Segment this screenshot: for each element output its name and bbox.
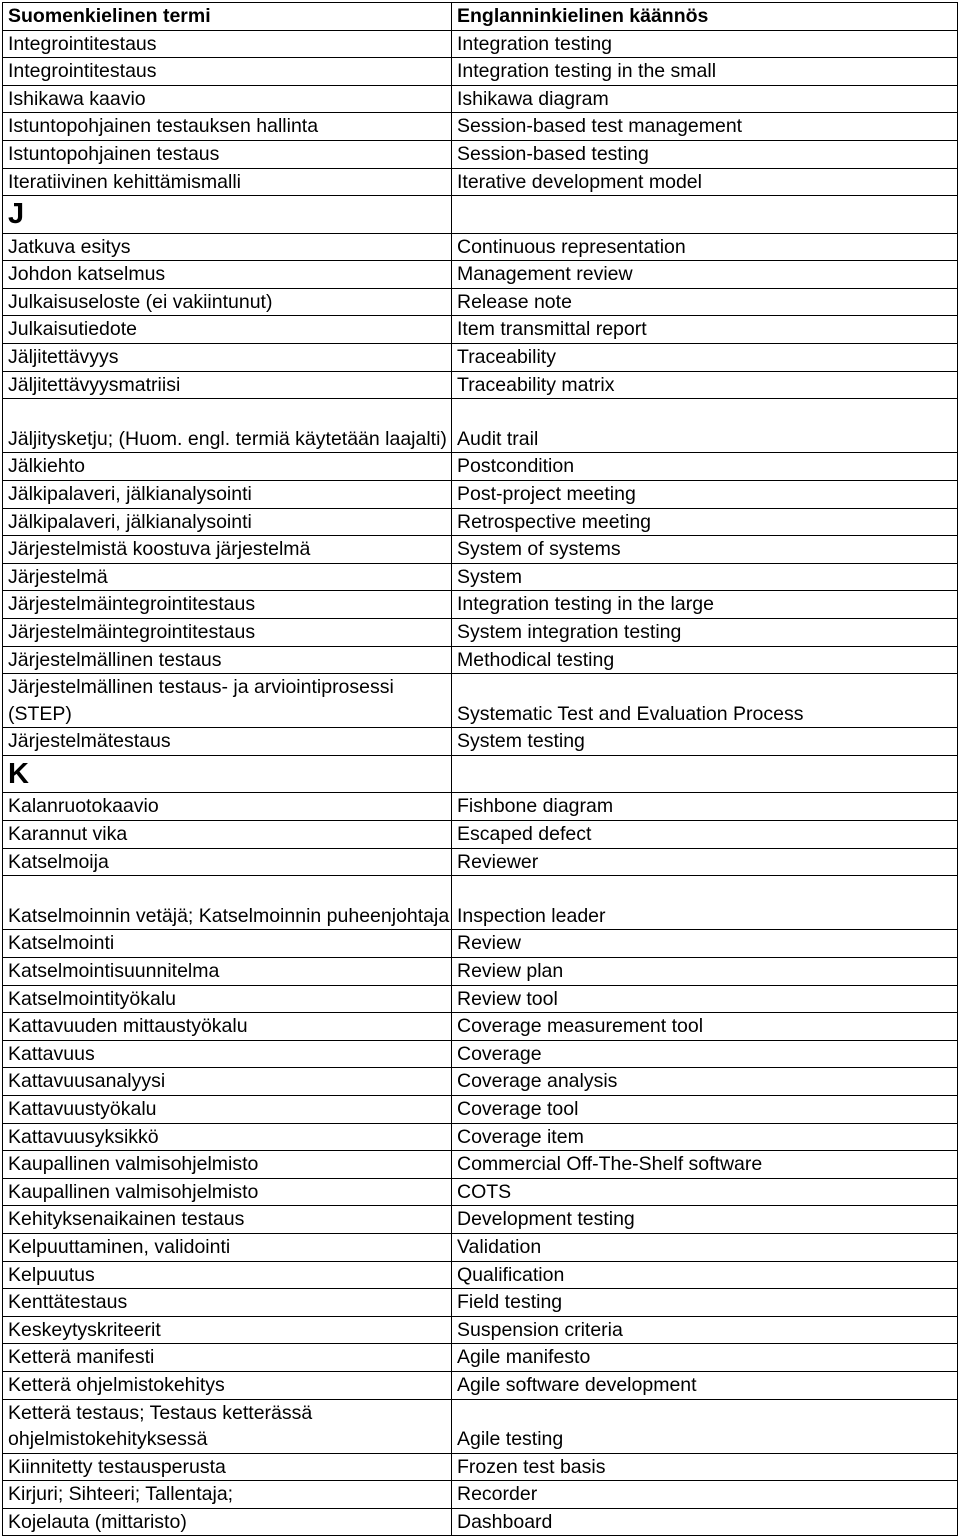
finnish-term: Iteratiivinen kehittämismalli: [3, 168, 452, 196]
finnish-term: Kelpuutus: [3, 1261, 452, 1289]
table-row: [3, 344, 958, 372]
english-translation: Coverage item: [452, 1123, 958, 1151]
table-row: [3, 1178, 958, 1206]
table-row: [3, 1151, 958, 1179]
english-translation: System: [452, 563, 958, 591]
table-row: [3, 1316, 958, 1344]
table-row: [3, 453, 958, 481]
english-translation: Audit trail: [452, 399, 958, 453]
section-letter: J: [3, 196, 452, 234]
table-row: [3, 876, 958, 930]
english-translation: Qualification: [452, 1261, 958, 1289]
finnish-term: Järjestelmällinen testaus: [3, 646, 452, 674]
table-row: [3, 848, 958, 876]
english-translation: Recorder: [452, 1481, 958, 1509]
table-row: [3, 316, 958, 344]
finnish-term: Katselmointisuunnitelma: [3, 958, 452, 986]
finnish-term: Jatkuva esitys: [3, 233, 452, 261]
finnish-term: Kattavuus: [3, 1040, 452, 1068]
english-translation: Commercial Off-The-Shelf software: [452, 1151, 958, 1179]
english-translation: Retrospective meeting: [452, 508, 958, 536]
english-translation: System integration testing: [452, 618, 958, 646]
english-translation: Review plan: [452, 958, 958, 986]
finnish-term: Kattavuusanalyysi: [3, 1068, 452, 1096]
english-translation: Suspension criteria: [452, 1316, 958, 1344]
table-row: [3, 233, 958, 261]
table-row: [3, 1399, 958, 1453]
english-translation: Field testing: [452, 1289, 958, 1317]
finnish-term: Julkaisutiedote: [3, 316, 452, 344]
table-row: [3, 1206, 958, 1234]
english-translation: Development testing: [452, 1206, 958, 1234]
finnish-term: Katselmointityökalu: [3, 985, 452, 1013]
empty-cell: [452, 755, 958, 793]
finnish-term: Jälkiehto: [3, 453, 452, 481]
english-translation: Reviewer: [452, 848, 958, 876]
letter-section-row: [3, 755, 958, 793]
table-row: [3, 399, 958, 453]
finnish-term: Järjestelmäintegrointitestaus: [3, 591, 452, 619]
finnish-term: Kattavuusyksikkö: [3, 1123, 452, 1151]
english-translation-header: Englanninkielinen käännös: [452, 3, 958, 31]
finnish-term: Järjestelmistä koostuva järjestelmä: [3, 536, 452, 564]
table-row: [3, 1481, 958, 1509]
english-translation: Frozen test basis: [452, 1453, 958, 1481]
finnish-term: Jäljitysketju; (Huom. engl. termiä käytetään laajalti): [3, 399, 452, 453]
table-row: [3, 646, 958, 674]
finnish-term: Kelpuuttaminen, validointi: [3, 1233, 452, 1261]
finnish-term: Kiinnitetty testausperusta: [3, 1453, 452, 1481]
table-row: [3, 261, 958, 289]
finnish-term: Integrointitestaus: [3, 58, 452, 86]
finnish-term: Jäljitettävyysmatriisi: [3, 371, 452, 399]
table-row: [3, 140, 958, 168]
table-row: [3, 728, 958, 756]
section-letter: K: [3, 755, 452, 793]
table-row: [3, 985, 958, 1013]
english-translation: Release note: [452, 288, 958, 316]
table-row: [3, 1095, 958, 1123]
finnish-term: Kaupallinen valmisohjelmisto: [3, 1178, 452, 1206]
table-row: [3, 371, 958, 399]
table-row: [3, 168, 958, 196]
english-translation: Agile software development: [452, 1371, 958, 1399]
english-translation: Systematic Test and Evaluation Process: [452, 674, 958, 728]
table-row: [3, 930, 958, 958]
english-translation: Continuous representation: [452, 233, 958, 261]
finnish-term: Kattavuustyökalu: [3, 1095, 452, 1123]
table-row: [3, 958, 958, 986]
english-translation: Agile manifesto: [452, 1344, 958, 1372]
table-row: [3, 113, 958, 141]
finnish-term: Järjestelmäintegrointitestaus: [3, 618, 452, 646]
table-row: [3, 1261, 958, 1289]
english-translation: COTS: [452, 1178, 958, 1206]
finnish-term: Järjestelmällinen testaus- ja arviointiprosessi (STEP): [3, 674, 452, 728]
table-row: [3, 821, 958, 849]
finnish-term: Katselmointi: [3, 930, 452, 958]
finnish-term: Ketterä ohjelmistokehitys: [3, 1371, 452, 1399]
table-row: [3, 1123, 958, 1151]
english-translation: Integration testing: [452, 30, 958, 58]
table-row: [3, 481, 958, 509]
finnish-term: Kirjuri; Sihteeri; Tallentaja;: [3, 1481, 452, 1509]
english-translation: Review: [452, 930, 958, 958]
finnish-term: Integrointitestaus: [3, 30, 452, 58]
finnish-term: Jälkipalaveri, jälkianalysointi: [3, 481, 452, 509]
english-translation: Dashboard: [452, 1508, 958, 1536]
finnish-term: Kenttätestaus: [3, 1289, 452, 1317]
glossary-table: [2, 2, 958, 1536]
table-row: [3, 536, 958, 564]
table-row: [3, 591, 958, 619]
table-row: [3, 618, 958, 646]
table-row: [3, 58, 958, 86]
empty-cell: [452, 196, 958, 234]
finnish-term: Johdon katselmus: [3, 261, 452, 289]
finnish-term: Karannut vika: [3, 821, 452, 849]
finnish-term: Kaupallinen valmisohjelmisto: [3, 1151, 452, 1179]
table-row: [3, 1453, 958, 1481]
table-row: [3, 1371, 958, 1399]
english-translation: Traceability matrix: [452, 371, 958, 399]
table-row: [3, 1068, 958, 1096]
table-row: [3, 1344, 958, 1372]
english-translation: Item transmittal report: [452, 316, 958, 344]
table-row: [3, 793, 958, 821]
table-row: [3, 1040, 958, 1068]
table-row: [3, 1289, 958, 1317]
finnish-term: Kattavuuden mittaustyökalu: [3, 1013, 452, 1041]
english-translation: Review tool: [452, 985, 958, 1013]
table-row: [3, 563, 958, 591]
table-row: [3, 30, 958, 58]
english-translation: Coverage analysis: [452, 1068, 958, 1096]
finnish-term: Julkaisuseloste (ei vakiintunut): [3, 288, 452, 316]
english-translation: Integration testing in the small: [452, 58, 958, 86]
finnish-term: Jäljitettävyys: [3, 344, 452, 372]
finnish-term: Ishikawa kaavio: [3, 85, 452, 113]
table-row: [3, 674, 958, 728]
english-translation: Methodical testing: [452, 646, 958, 674]
english-translation: System of systems: [452, 536, 958, 564]
english-translation: Fishbone diagram: [452, 793, 958, 821]
table-row: [3, 1508, 958, 1536]
finnish-term: Istuntopohjainen testaus: [3, 140, 452, 168]
english-translation: Postcondition: [452, 453, 958, 481]
english-translation: Iterative development model: [452, 168, 958, 196]
english-translation: Escaped defect: [452, 821, 958, 849]
finnish-term: Kehityksenaikainen testaus: [3, 1206, 452, 1234]
english-translation: Integration testing in the large: [452, 591, 958, 619]
english-translation: Management review: [452, 261, 958, 289]
table-row: [3, 1013, 958, 1041]
english-translation: Session-based testing: [452, 140, 958, 168]
finnish-term: Katselmoija: [3, 848, 452, 876]
english-translation: Ishikawa diagram: [452, 85, 958, 113]
english-translation: Coverage: [452, 1040, 958, 1068]
english-translation: Session-based test management: [452, 113, 958, 141]
finnish-term: Ketterä manifesti: [3, 1344, 452, 1372]
finnish-term: Kalanruotokaavio: [3, 793, 452, 821]
letter-section-row: [3, 196, 958, 234]
table-row: [3, 1233, 958, 1261]
english-translation: Coverage tool: [452, 1095, 958, 1123]
table-row: [3, 508, 958, 536]
english-translation: Validation: [452, 1233, 958, 1261]
table-row: [3, 85, 958, 113]
finnish-term: Järjestelmä: [3, 563, 452, 591]
finnish-term-header: Suomenkielinen termi: [3, 3, 452, 31]
finnish-term: Ketterä testaus; Testaus ketterässä ohjelmistokehityksessä: [3, 1399, 452, 1453]
english-translation: Coverage measurement tool: [452, 1013, 958, 1041]
english-translation: Traceability: [452, 344, 958, 372]
english-translation: Post-project meeting: [452, 481, 958, 509]
header-row: [3, 3, 958, 31]
finnish-term: Keskeytyskriteerit: [3, 1316, 452, 1344]
glossary-body: [3, 30, 958, 1536]
finnish-term: Järjestelmätestaus: [3, 728, 452, 756]
finnish-term: Kojelauta (mittaristo): [3, 1508, 452, 1536]
english-translation: Agile testing: [452, 1399, 958, 1453]
finnish-term: Jälkipalaveri, jälkianalysointi: [3, 508, 452, 536]
english-translation: System testing: [452, 728, 958, 756]
table-row: [3, 288, 958, 316]
finnish-term: Katselmoinnin vetäjä; Katselmoinnin puheenjohtaja: [3, 876, 452, 930]
finnish-term: Istuntopohjainen testauksen hallinta: [3, 113, 452, 141]
english-translation: Inspection leader: [452, 876, 958, 930]
